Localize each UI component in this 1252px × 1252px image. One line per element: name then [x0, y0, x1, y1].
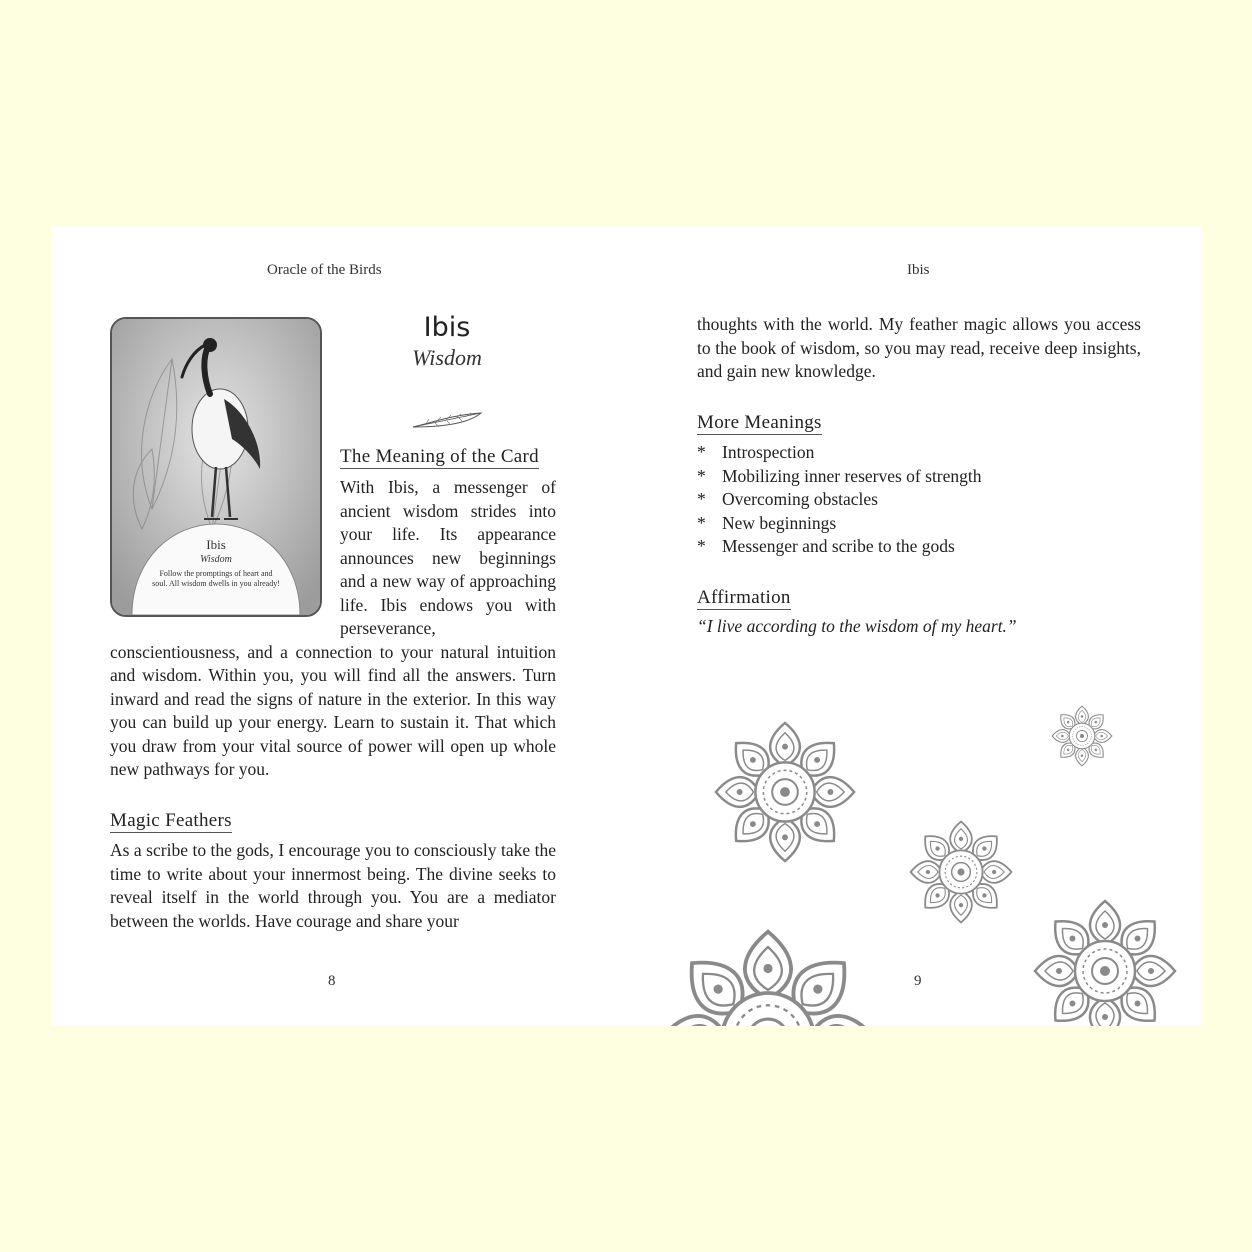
card-text: Follow the promptings of heart and soul. All wisdom dwells in you already!: [152, 569, 280, 588]
mandala-ornament: [1050, 704, 1114, 768]
mandala-ornament: [907, 818, 1015, 926]
meaning-section: [110, 476, 556, 782]
running-head-left: Oracle of the Birds: [267, 262, 382, 278]
affirmation-heading: Affirmation: [697, 587, 791, 608]
more-meanings-heading: More Meanings: [697, 412, 822, 433]
card-title: Ibis: [206, 537, 226, 552]
bullet: *: [697, 442, 706, 462]
magic-heading: Magic Feathers: [110, 810, 232, 831]
more-meanings-list: [697, 441, 982, 559]
right-page: [637, 226, 1201, 1026]
page-number-left: 8: [328, 973, 336, 989]
card-subtitle: Wisdom: [200, 554, 232, 565]
card-float-spacer: [110, 476, 340, 618]
magic-heading-wrap: [110, 810, 232, 833]
bullet: *: [697, 489, 706, 509]
running-head-right: Ibis: [907, 262, 930, 278]
continued-text: thoughts with the world. My feather magic allows you access to the book of wisdom, so you may read, receive deep insights, and gain new knowledge.: [697, 314, 1141, 381]
bullet: *: [697, 465, 706, 486]
meaning-heading-wrap: [340, 446, 539, 469]
bullet: *: [697, 512, 706, 533]
feather-icon: [411, 409, 483, 431]
affirmation-heading-wrap: [697, 587, 791, 610]
meaning-text: With Ibis, a messenger of ancient wisdom strides into your life. Its appearance announces new beginnings and a new way of approaching life. Ibis endows you with perseverance, conscientiousness, and a connection to your natural intuition and wisdom. Within you, you will find all the answers. Turn inward and read the signs of nature in the exterior. In this way you can build up your energy. Learn to sustain it. That which you draw from your vital source of power will open up whole new pathways for you.: [110, 477, 556, 779]
book-spread: [51, 226, 1201, 1026]
affirmation-text: “I live according to the wisdom of my heart.”: [697, 616, 1017, 636]
magic-text: As a scribe to the gods, I encourage you to consciously take the time to write about your innermost being. The divine seeks to reveal itself in the world through you. You are a mediator between the worlds. Have courage and share your: [110, 840, 556, 931]
page-subtitle: Wisdom: [412, 345, 482, 370]
list-item: * Messenger and scribe to the gods: [697, 535, 982, 559]
list-item: * Introspection: [697, 441, 982, 465]
bullet: *: [697, 536, 706, 556]
page-title: Ibis: [423, 312, 471, 343]
mandala-ornament: [711, 718, 859, 866]
mandala-ornament: [1030, 896, 1180, 1026]
list-item: * Overcoming obstacles: [697, 488, 982, 512]
mandala-ornament: [653, 924, 883, 1026]
left-page: [51, 226, 637, 1026]
page-number-right: 9: [914, 973, 922, 989]
list-item: * New beginnings: [697, 512, 982, 536]
list-item: * Mobilizing inner reserves of strength: [697, 465, 982, 489]
meaning-heading: The Meaning of the Card: [340, 446, 539, 467]
more-heading-wrap: [697, 412, 822, 435]
title-block: [351, 312, 543, 371]
